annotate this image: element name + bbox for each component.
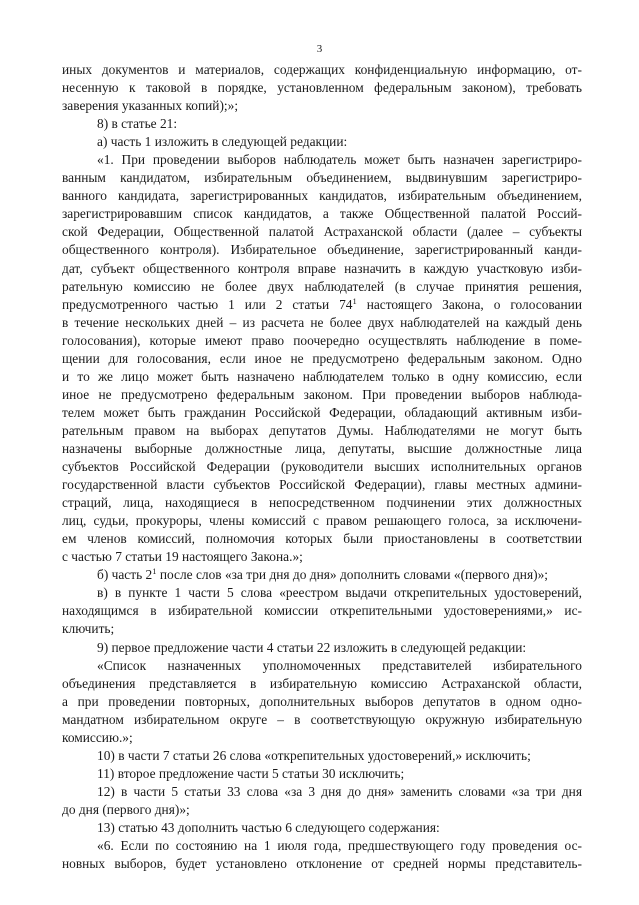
- text-line: [62, 61, 582, 79]
- text-line-content: мандатном избирательном округе – в соответствующую окружную избирательную: [62, 711, 582, 727]
- text-line-content: иное не предусмотрено федеральным законом. При проведении выборов наблюда-: [62, 386, 582, 402]
- text-line: [62, 296, 582, 314]
- text-line: [62, 368, 582, 386]
- text-line: [62, 404, 582, 422]
- text-line-content: «Список назначенных уполномоченных представителей избирательного: [97, 657, 582, 673]
- text-line-content: новных выборов, будет установлено отклонение от средней нормы представитель-: [62, 856, 582, 872]
- text-line: [62, 332, 582, 350]
- text-line-content: лиц, судьи, прокуроры, члены комиссий с правом решающего голоса, за исключени-: [62, 513, 582, 529]
- text-line-content: рательным правом на выборах депутатов Думы. Наблюдателями не могут быть: [62, 422, 582, 438]
- text-line-content: щении для голосования, если иное не предусмотрено федеральным законом. Одно: [62, 350, 582, 366]
- text-line: [62, 765, 582, 783]
- text-line: [62, 314, 582, 332]
- text-line: [62, 693, 582, 711]
- text-line-content: ванным кандидатом, избирательным объединением, выдвинувшим зарегистриро-: [62, 170, 582, 186]
- text-line-content: рательную комиссию не более двух наблюдателей (в случае принятия решения,: [62, 278, 582, 294]
- text-line-content: а при проведении повторных, дополнительных выборов депутатов в одном одно-: [62, 693, 582, 709]
- text-line: [62, 97, 582, 115]
- text-line: [62, 729, 582, 747]
- page-number: 3: [316, 43, 323, 55]
- text-line-content: иных документов и материалов, содержащих конфиденциальную информацию, от-: [62, 62, 582, 77]
- text-line-content: ванного кандидата, зарегистрированных кандидатов, избирательным объединением,: [62, 188, 582, 204]
- text-line: [62, 151, 582, 169]
- text-line-content: назначены выборные должностные лица, депутаты, высшие должностные лица: [62, 440, 582, 456]
- text-line-content: в) в пункте 1 части 5 слова «реестром выдачи открепительных удостоверений,: [97, 585, 582, 601]
- text-line-content: 10) в части 7 статьи 26 слова «открепительных удостоверений,» исключить;: [97, 747, 531, 763]
- text-line-content: страций, лица, находящиеся в непосредственном подчинении этих должностных: [62, 495, 582, 511]
- text-line-content: комиссию.»;: [62, 729, 133, 745]
- text-line-content: б) часть 2: [97, 567, 153, 583]
- text-line-content: ключить;: [62, 621, 115, 637]
- document-body: [62, 61, 582, 873]
- text-line: [62, 187, 582, 205]
- text-line-content: общественного контроля). Избирательное объединение, зарегистрированный канди-: [62, 242, 582, 258]
- text-line-content: «6. Если по состоянию на 1 июля года, предшествующего году проведения ос-: [97, 838, 582, 854]
- text-line: [62, 512, 582, 530]
- text-line: [62, 260, 582, 278]
- text-line: [62, 440, 582, 458]
- text-line-content: и то же лицо может быть назначено наблюдателем только в одну комиссию, если: [62, 368, 582, 384]
- text-line: [62, 494, 582, 512]
- text-line: [62, 675, 582, 693]
- text-line: [62, 639, 582, 657]
- text-line-content: в течение нескольких дней – из расчета не более двух наблюдателей на каждый день: [62, 314, 582, 330]
- text-line-content: объединения представляется в избирательную комиссию Астраханской области,: [62, 675, 582, 691]
- text-line: [62, 386, 582, 404]
- superscript: 1: [352, 295, 357, 306]
- text-line-content: государственной власти субъектов Российской Федерации), главы местных админи-: [62, 477, 582, 493]
- text-line: [62, 837, 582, 855]
- text-line-content: зарегистрировавшим список кандидатов, а также Общественной палатой Россий-: [62, 206, 582, 222]
- text-line: [62, 422, 582, 440]
- text-line-content: предусмотренного частью 1 или 2 статьи 74: [62, 296, 353, 312]
- text-line: [62, 711, 582, 729]
- text-line-content: несенную к таковой в порядке, установленном федеральным законом), требовать: [62, 80, 582, 96]
- text-line-content: 11) второе предложение части 5 статьи 30 исключить;: [97, 765, 405, 781]
- text-line-content: субъектов Российской Федерации (руководители высших исполнительных органов: [62, 459, 582, 475]
- text-line-content: 12) в части 5 статьи 33 слова «за 3 дня до дня» заменить словами «за три дня: [97, 783, 582, 799]
- text-line: [62, 566, 582, 584]
- text-line-content: голосования), которые имеют право поочередно осуществлять наблюдение в поме-: [62, 332, 582, 348]
- text-line: [62, 747, 582, 765]
- superscript: 1: [152, 566, 157, 577]
- text-line-content: ской Федерации, Общественной палатой Астраханской области (далее – субъекты: [62, 224, 582, 240]
- text-line-content: 13) статью 43 дополнить частью 6 следующего содержания:: [97, 819, 440, 835]
- text-line: [62, 115, 582, 133]
- text-line: [62, 530, 582, 548]
- text-line-content: ем членов комиссий, полномочия которых были приостановлены в соответствии: [62, 531, 582, 547]
- text-line-continuation: после слов «за три дня до дня» дополнить словами «(первого дня)»;: [156, 567, 548, 583]
- text-line-content: телем может быть гражданин Российской Федерации, обладающий активным изби-: [62, 404, 582, 420]
- text-line-content: с частью 7 статьи 19 настоящего Закона.»;: [62, 549, 303, 565]
- text-line: [62, 458, 582, 476]
- text-line-content: дат, субъект общественного контроля вправе назначить в каждую участковую изби-: [62, 260, 582, 276]
- text-line-content: 9) первое предложение части 4 статьи 22 изложить в следующей редакции:: [97, 639, 527, 655]
- text-line: [62, 223, 582, 241]
- text-line: [62, 350, 582, 368]
- text-line: [62, 584, 582, 602]
- text-line: [62, 602, 582, 620]
- text-line: [62, 819, 582, 837]
- text-line: [62, 169, 582, 187]
- text-line: [62, 278, 582, 296]
- text-line: [62, 476, 582, 494]
- text-line: [62, 783, 582, 801]
- text-line-content: заверения указанных копий);»;: [62, 98, 239, 114]
- text-line: [62, 241, 582, 259]
- text-line: [62, 855, 582, 873]
- text-line-content: «1. При проведении выборов наблюдатель может быть назначен зарегистриро-: [97, 152, 582, 168]
- text-line: [62, 801, 582, 819]
- text-line: [62, 79, 582, 97]
- text-line: [62, 620, 582, 638]
- text-line-continuation: настоящего Закона, о голосовании: [356, 296, 582, 312]
- text-line: [62, 205, 582, 223]
- text-line: [62, 657, 582, 675]
- text-line-content: находящимся в избирательной комиссии открепительными удостоверениями,» ис-: [62, 603, 582, 619]
- text-line-content: 8) в статье 21:: [97, 116, 178, 132]
- text-line: [62, 548, 582, 566]
- text-line: [62, 133, 582, 151]
- text-line-content: а) часть 1 изложить в следующей редакции:: [97, 134, 348, 150]
- text-line-content: до дня (первого дня)»;: [62, 801, 190, 817]
